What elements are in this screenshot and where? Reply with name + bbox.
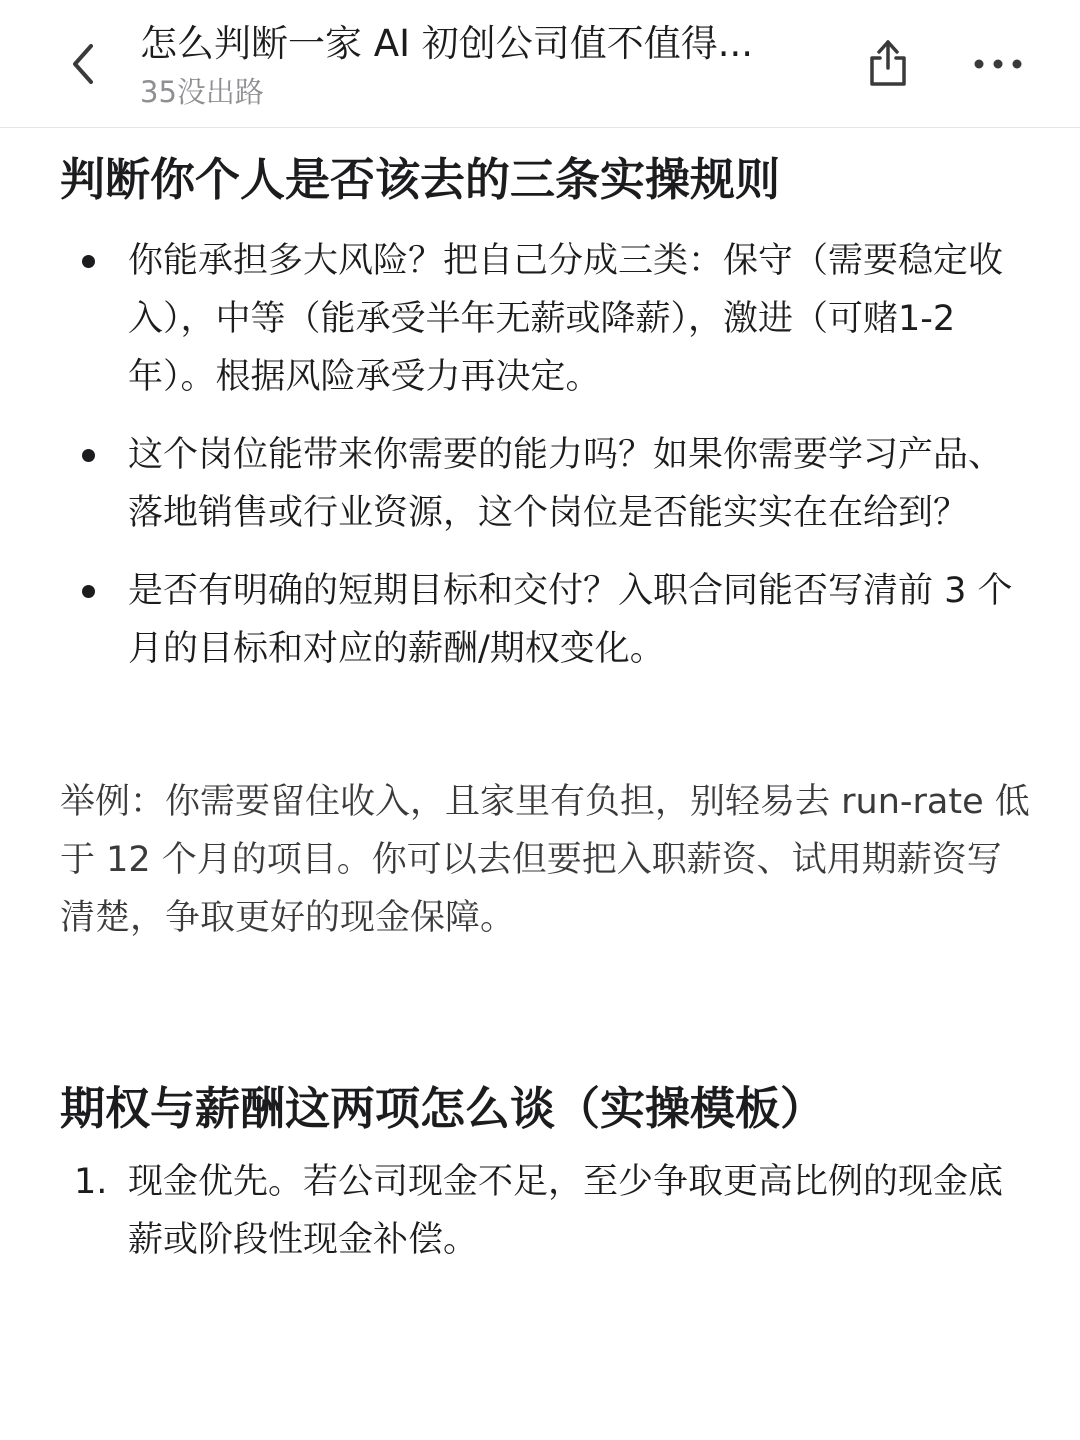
example-paragraph: 举例：你需要留住收入，且家里有负担，别轻易去 run-rate 低于 12 个月的项目。你可以去但要把入职薪资、试用期薪资写清楚，争取更好的现金保障。 — [60, 782, 1030, 938]
chevron-left-icon — [69, 42, 99, 86]
negotiation-list — [60, 1153, 1030, 1269]
article-title: 怎么判断一家 AI 初创公司值不值得... — [140, 22, 754, 65]
title-block — [140, 18, 830, 112]
more-horizontal-icon — [973, 58, 1023, 70]
list-item-text: 你能承担多大风险？把自己分成三类：保守（需要稳定收入），中等（能承受半年无薪或降薪），激进（可赌1-2年）。根据风险承受力再决定。 — [128, 241, 1004, 397]
article-body — [60, 146, 1030, 1269]
rules-list — [60, 232, 1030, 678]
nav-bar — [0, 0, 1080, 128]
section-heading-rules: 判断你个人是否该去的三条实操规则 — [60, 153, 781, 206]
author-name[interactable]: 35没出路 — [140, 75, 264, 109]
list-item — [60, 232, 1030, 406]
back-button[interactable] — [56, 36, 112, 92]
list-item-number: 1. — [74, 1162, 108, 1202]
more-button[interactable] — [966, 36, 1030, 92]
bullet-dot — [82, 585, 95, 598]
list-item — [60, 1153, 1030, 1269]
list-item-text: 这个岗位能带来你需要的能力吗？如果你需要学习产品、落地销售或行业资源，这个岗位是否能实实在在给到？ — [128, 435, 1004, 533]
section-heading-negotiation: 期权与薪酬这两项怎么谈（实操模板） — [60, 1082, 826, 1135]
list-item — [60, 562, 1030, 678]
list-item — [60, 426, 1030, 542]
bullet-dot — [82, 449, 95, 462]
bullet-dot — [82, 255, 95, 268]
list-item-text: 是否有明确的短期目标和交付？入职合同能否写清前 3 个月的目标和对应的薪酬/期权变化。 — [128, 571, 1013, 669]
list-item-text: 现金优先。若公司现金不足，至少争取更高比例的现金底薪或阶段性现金补偿。 — [128, 1162, 1004, 1260]
share-icon — [866, 36, 910, 88]
share-button[interactable] — [858, 32, 918, 92]
